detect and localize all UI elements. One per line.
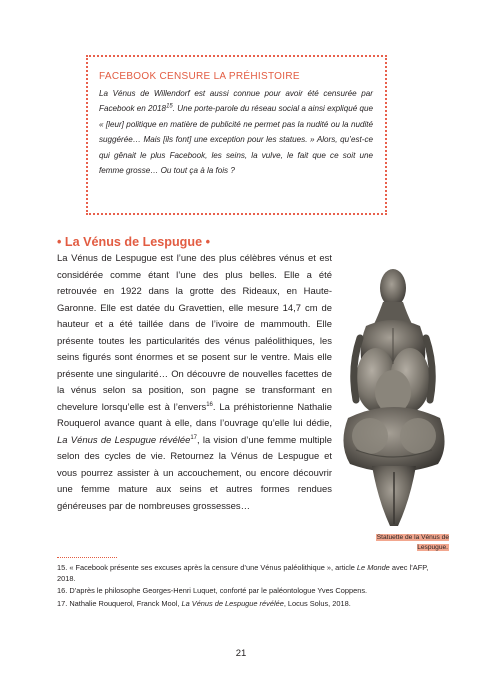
footnote-ref-15: 15 (166, 103, 173, 110)
book-title: La Vénus de Lespugue révélée (57, 434, 191, 446)
body-paragraph (57, 251, 332, 515)
footnote-17 (57, 599, 437, 610)
footnotes (57, 563, 437, 612)
body-text-part-2: . La préhistorienne Nathalie Rouquerol avance quant à elle, dans l’ouvrage qu’elle lui dédie, (57, 401, 332, 429)
footnote-separator (57, 557, 117, 558)
footnote-17-title: La Vénus de Lespugue révélée (181, 599, 284, 609)
footnote-15 (57, 563, 437, 584)
callout-text (99, 86, 373, 178)
callout-text-part-1: La Vénus de Willendorf est aussi connue pour avoir été censurée par Facebook en 2018 (99, 89, 373, 114)
callout-title: FACEBOOK CENSURE LA PRÉHISTOIRE (99, 71, 300, 82)
footnote-ref-17: 17 (190, 434, 198, 441)
page-number: 21 (235, 648, 247, 659)
footnote-15-text-a: 15. « Facebook présente ses excuses après la censure d’une Vénus paléolithique », article (57, 563, 357, 572)
callout-box (86, 55, 387, 215)
footnote-ref-16: 16 (206, 401, 213, 408)
footnote-15-publication: Le Monde (356, 563, 390, 572)
footnote-16: 16. D’après le philosophe Georges-Henri Luquet, conforté par le paléontologue Yves Coppens. (57, 586, 368, 596)
footnote-15-text-b: avec l’AFP, 2018. (57, 563, 429, 583)
body-text-part-3: , la vision d’une femme multiple selon des cycles de vie. Retournez la Vénus de Lespugue et vous pourrez assister à un accouchement, ou encore découvrir une femme mature aux seins et autres formes rendues généreuses par de nombreuses grossesses… (57, 434, 332, 512)
footnote-17-text-a: 17. Nathalie Rouquerol, Franck Mool, (57, 599, 182, 609)
caption-text: Statuette de la Vénus de Lespugue. (376, 534, 449, 551)
footnote-17-text-b: , Locus Solus, 2018. (283, 599, 351, 609)
callout-text-part-2: . Une porte-parole du réseau social a ainsi expliqué que « [leur] politique en matière de publicité ne permet pas la nudité ou la nudité suggérée… Mais [ils font] une exception pour les statues. » Alors, qu’est-ce qui gênait le plus Facebook, les seins, la vulve, le fait que ce soit une femme grosse… Ou tout ça à la fois ? (99, 104, 373, 176)
section-heading: • La Vénus de Lespugue • (57, 235, 210, 249)
venus-statue-image (336, 268, 454, 530)
image-caption (359, 533, 449, 553)
body-text-part-1: La Vénus de Lespugue est l’une des plus célèbres vénus et est considérée comme étant l’une des plus belles. Elle a été retrouvée en 1922 dans la grotte des Rideaux, en Haute-Garonne. Elle est datée du Gravettien, elle mesure 14,7 cm de hauteur et a été taillée dans de l’ivoire de mammouth. Elle présente toutes les particularités des vénus paléolithiques, les seins figurés sont énormes et se posent sur le ventre. Mais elle présente une singularité… On découvre de nouvelles facettes de la vénus selon sa position, son pagne se transformant en chevelure lorsqu’elle est à l’envers (57, 253, 332, 413)
